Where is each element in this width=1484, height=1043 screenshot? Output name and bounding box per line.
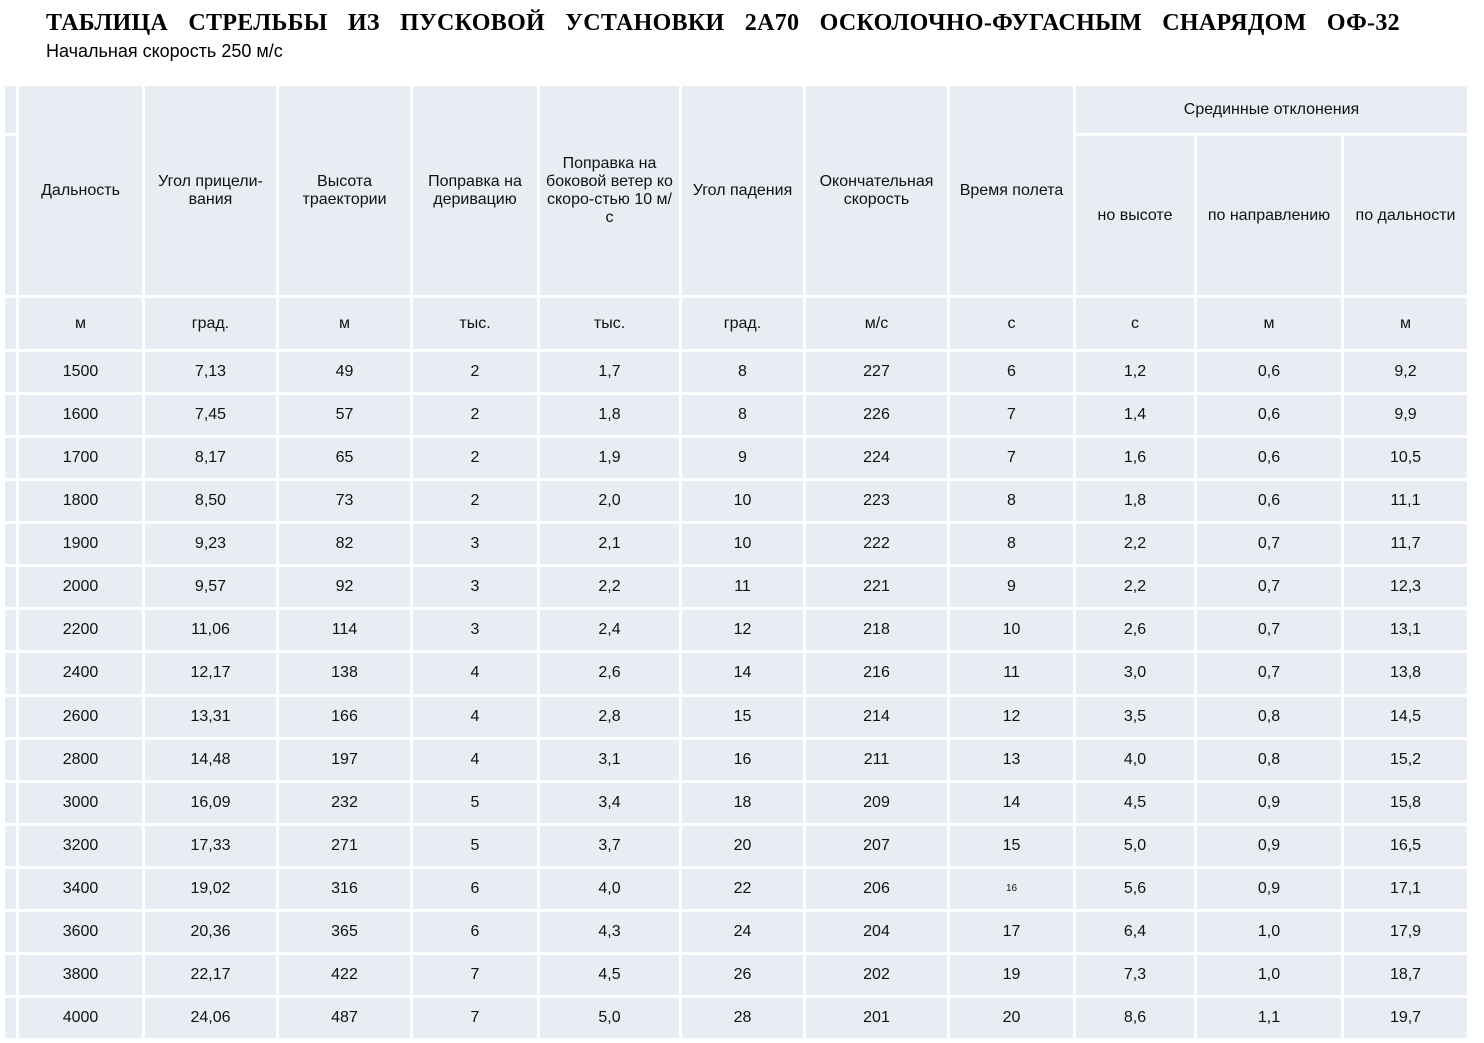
table-row [4,738,1469,781]
table-row [4,566,1469,609]
table-cell: 3,0 [1075,652,1196,695]
table-cell: 15,2 [1343,738,1469,781]
table-cell: 10 [681,523,805,566]
table-row [4,523,1469,566]
row-stub [4,824,18,867]
table-cell: 2 [412,480,539,523]
table-cell: 1,2 [1075,351,1196,394]
table-cell: 226 [805,394,949,437]
table-cell: 17,9 [1343,910,1469,953]
table-cell: 3000 [18,781,144,824]
table-cell: 3 [412,566,539,609]
table-cell: 16 [949,867,1075,910]
table-cell: 166 [278,695,412,738]
row-stub [4,910,18,953]
table-cell: 2800 [18,738,144,781]
table-cell: 2,2 [1075,523,1196,566]
table-cell: 1,9 [539,437,681,480]
table-cell: 15,8 [1343,781,1469,824]
table-cell: 11 [949,652,1075,695]
table-cell: 9,9 [1343,394,1469,437]
row-stub [4,867,18,910]
table-cell: 209 [805,781,949,824]
table-row [4,394,1469,437]
table-cell: 65 [278,437,412,480]
row-stub [4,953,18,996]
table-cell: 6 [412,867,539,910]
table-cell: 16 [681,738,805,781]
table-cell: 20,36 [144,910,278,953]
table-cell: 1,4 [1075,394,1196,437]
table-cell: 14,5 [1343,695,1469,738]
table-cell: 2,2 [539,566,681,609]
table-cell: 10,5 [1343,437,1469,480]
table-cell: 13,8 [1343,652,1469,695]
table-cell: 2,6 [1075,609,1196,652]
table-cell: 15 [681,695,805,738]
table-cell: 0,9 [1196,867,1343,910]
table-cell: 2,4 [539,609,681,652]
header-deviation-height: но высоте [1075,135,1196,297]
table-cell: 0,7 [1196,652,1343,695]
table-cell: 12,17 [144,652,278,695]
page-title: ТАБЛИЦА СТРЕЛЬБЫ ИЗ ПУСКОВОЙ УСТАНОВКИ 2А70 ОСКОЛОЧНО-ФУГАСНЫМ СНАРЯДОМ ОФ-32 [46,10,1400,36]
table-cell: 8 [949,523,1075,566]
table-cell: 19,02 [144,867,278,910]
table-cell: 7,13 [144,351,278,394]
table-cell: 26 [681,953,805,996]
table-cell: 17,1 [1343,867,1469,910]
table-cell: 0,6 [1196,351,1343,394]
table-cell: 3600 [18,910,144,953]
table-cell: 73 [278,480,412,523]
table-cell: 138 [278,652,412,695]
table-cell: 1800 [18,480,144,523]
header-crosswind-correction: Поправка на боковой ветер ко скоро-стью 10 м/с [539,85,681,297]
table-cell: 3,1 [539,738,681,781]
table-cell: 201 [805,996,949,1039]
table-cell: 13,31 [144,695,278,738]
header-terminal-velocity: Окончательная скорость [805,85,949,297]
table-cell: 3,7 [539,824,681,867]
table-cell: 2000 [18,566,144,609]
table-cell: 18,7 [1343,953,1469,996]
table-cell: 5 [412,781,539,824]
row-stub [4,566,18,609]
table-cell: 7 [412,996,539,1039]
table-cell: 18 [681,781,805,824]
table-cell: 4 [412,695,539,738]
unit-cell: град. [144,297,278,351]
table-cell: 13,1 [1343,609,1469,652]
firing-table [2,83,1470,1041]
table-cell: 13 [949,738,1075,781]
table-cell: 0,9 [1196,824,1343,867]
table-cell: 7,3 [1075,953,1196,996]
table-cell: 2,2 [1075,566,1196,609]
table-row [4,781,1469,824]
table-cell: 7 [949,394,1075,437]
table-cell: 4,5 [1075,781,1196,824]
table-cell: 1,8 [1075,480,1196,523]
table-cell: 16,09 [144,781,278,824]
table-cell: 9,23 [144,523,278,566]
table-cell: 8 [681,394,805,437]
table-cell: 3400 [18,867,144,910]
row-stub [4,609,18,652]
table-cell: 82 [278,523,412,566]
table-cell: 5,0 [539,996,681,1039]
table-cell: 2600 [18,695,144,738]
header-flight-time: Время полета [949,85,1075,297]
table-cell: 28 [681,996,805,1039]
table-cell: 22 [681,867,805,910]
table-cell: 19 [949,953,1075,996]
header-median-deviations: Срединные отклонения [1075,85,1469,135]
table-cell: 4000 [18,996,144,1039]
table-cell: 211 [805,738,949,781]
table-cell: 271 [278,824,412,867]
table-cell: 3,5 [1075,695,1196,738]
table-cell: 0,9 [1196,781,1343,824]
table-cell: 2,6 [539,652,681,695]
table-cell: 8 [681,351,805,394]
header-deviation-range: по дальности [1343,135,1469,297]
table-cell: 92 [278,566,412,609]
table-cell: 19,7 [1343,996,1469,1039]
table-row [4,867,1469,910]
table-cell: 2,0 [539,480,681,523]
table-cell: 316 [278,867,412,910]
row-stub [4,297,18,351]
row-stub [4,85,18,135]
row-stub [4,135,18,297]
table-cell: 9 [681,437,805,480]
table-cell: 3 [412,609,539,652]
table-cell: 1700 [18,437,144,480]
table-cell: 114 [278,609,412,652]
table-cell: 197 [278,738,412,781]
table-cell: 11,1 [1343,480,1469,523]
table-cell: 6 [949,351,1075,394]
table-cell: 2200 [18,609,144,652]
unit-cell: м [1196,297,1343,351]
table-cell: 17 [949,910,1075,953]
table-cell: 216 [805,652,949,695]
table-cell: 214 [805,695,949,738]
table-cell: 206 [805,867,949,910]
table-cell: 222 [805,523,949,566]
row-stub [4,695,18,738]
table-cell: 2 [412,394,539,437]
table-cell: 224 [805,437,949,480]
table-cell: 487 [278,996,412,1039]
table-cell: 4,5 [539,953,681,996]
table-cell: 9 [949,566,1075,609]
table-cell: 6 [412,910,539,953]
table-cell: 207 [805,824,949,867]
unit-cell: с [1075,297,1196,351]
table-cell: 221 [805,566,949,609]
table-cell: 8,17 [144,437,278,480]
table-cell: 20 [681,824,805,867]
unit-cell: м [18,297,144,351]
table-cell: 20 [949,996,1075,1039]
header-drift-correction: Поправка на деривацию [412,85,539,297]
table-cell: 202 [805,953,949,996]
table-row [4,695,1469,738]
table-cell: 1,6 [1075,437,1196,480]
table-cell: 3,4 [539,781,681,824]
header-deviation-direction: по направлению [1196,135,1343,297]
table-cell: 0,8 [1196,695,1343,738]
table-cell: 22,17 [144,953,278,996]
table-cell: 0,7 [1196,609,1343,652]
table-row [4,953,1469,996]
unit-cell: град. [681,297,805,351]
table-cell: 4,0 [1075,738,1196,781]
table-cell: 0,7 [1196,523,1343,566]
table-cell: 4,0 [539,867,681,910]
table-cell: 1600 [18,394,144,437]
table-cell: 3 [412,523,539,566]
table-cell: 24 [681,910,805,953]
table-cell: 5,0 [1075,824,1196,867]
table-cell: 2,1 [539,523,681,566]
table-row [4,996,1469,1039]
table-cell: 4 [412,738,539,781]
table-cell: 5,6 [1075,867,1196,910]
table-row [4,609,1469,652]
unit-cell: тыс. [412,297,539,351]
table-cell: 1,1 [1196,996,1343,1039]
table-cell: 9,2 [1343,351,1469,394]
table-cell: 12,3 [1343,566,1469,609]
units-row [4,297,1469,351]
table-cell: 204 [805,910,949,953]
table-cell: 5 [412,824,539,867]
firing-table-body [4,85,1469,1040]
header-trajectory-height: Высота траектории [278,85,412,297]
table-cell: 10 [949,609,1075,652]
row-stub [4,437,18,480]
row-stub [4,781,18,824]
table-cell: 11,7 [1343,523,1469,566]
table-cell: 0,6 [1196,394,1343,437]
table-cell: 7 [412,953,539,996]
table-cell: 10 [681,480,805,523]
table-cell: 0,7 [1196,566,1343,609]
table-row [4,437,1469,480]
table-cell: 1500 [18,351,144,394]
table-row [4,824,1469,867]
table-cell: 3200 [18,824,144,867]
header-range: Дальность [18,85,144,297]
table-row [4,910,1469,953]
header-angle-of-fall: Угол падения [681,85,805,297]
unit-cell: м/с [805,297,949,351]
unit-cell: м [1343,297,1469,351]
table-cell: 14 [949,781,1075,824]
row-stub [4,480,18,523]
unit-cell: м [278,297,412,351]
table-cell: 218 [805,609,949,652]
table-cell: 4 [412,652,539,695]
row-stub [4,996,18,1039]
table-cell: 8 [949,480,1075,523]
table-cell: 2400 [18,652,144,695]
table-cell: 49 [278,351,412,394]
table-cell: 4,3 [539,910,681,953]
table-cell: 9,57 [144,566,278,609]
table-cell: 227 [805,351,949,394]
unit-cell: тыс. [539,297,681,351]
row-stub [4,523,18,566]
table-cell: 422 [278,953,412,996]
table-cell: 3800 [18,953,144,996]
row-stub [4,652,18,695]
table-cell: 365 [278,910,412,953]
table-row [4,480,1469,523]
table-cell: 1,7 [539,351,681,394]
row-stub [4,738,18,781]
table-cell: 11,06 [144,609,278,652]
table-cell: 8,6 [1075,996,1196,1039]
table-cell: 2 [412,351,539,394]
table-cell: 16,5 [1343,824,1469,867]
table-cell: 8,50 [144,480,278,523]
unit-cell: с [949,297,1075,351]
table-cell: 2 [412,437,539,480]
page-subtitle: Начальная скорость 250 м/с [46,41,283,61]
header-row-top [4,85,1469,135]
table-cell: 57 [278,394,412,437]
header-aiming-angle: Угол прицели-вания [144,85,278,297]
table-cell: 24,06 [144,996,278,1039]
table-row [4,652,1469,695]
row-stub [4,351,18,394]
table-cell: 1,0 [1196,910,1343,953]
table-cell: 0,6 [1196,437,1343,480]
table-cell: 14 [681,652,805,695]
row-stub [4,394,18,437]
table-cell: 7 [949,437,1075,480]
table-cell: 7,45 [144,394,278,437]
table-cell: 1,8 [539,394,681,437]
table-cell: 0,8 [1196,738,1343,781]
table-cell: 223 [805,480,949,523]
table-cell: 12 [949,695,1075,738]
table-cell: 1900 [18,523,144,566]
table-cell: 232 [278,781,412,824]
table-cell: 11 [681,566,805,609]
table-cell: 6,4 [1075,910,1196,953]
table-cell: 14,48 [144,738,278,781]
table-cell: 15 [949,824,1075,867]
table-cell: 17,33 [144,824,278,867]
table-cell: 0,6 [1196,480,1343,523]
table-cell: 2,8 [539,695,681,738]
table-cell: 12 [681,609,805,652]
table-row [4,351,1469,394]
table-cell: 1,0 [1196,953,1343,996]
